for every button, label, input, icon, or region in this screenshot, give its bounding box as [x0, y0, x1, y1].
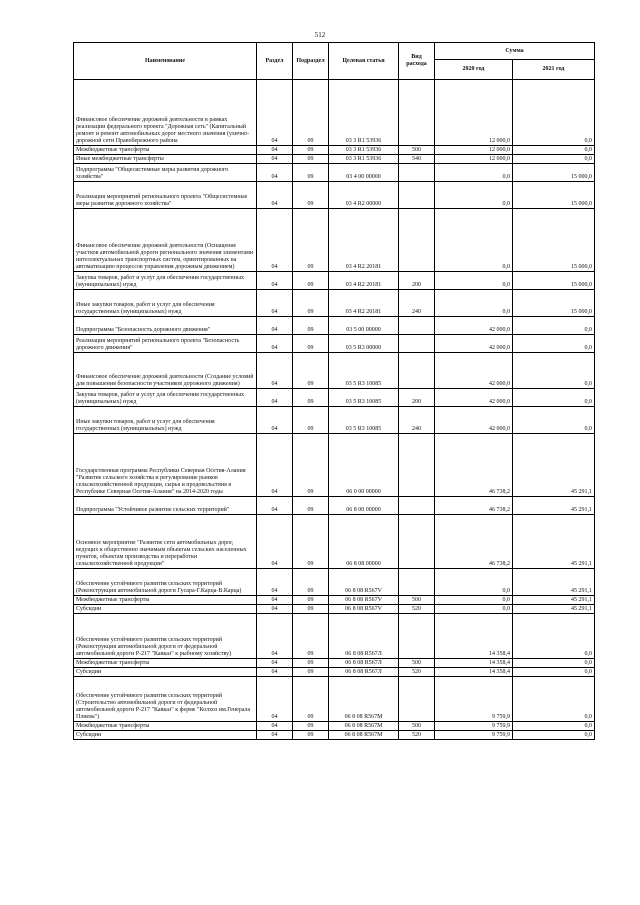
cell-section: 04 [257, 164, 293, 182]
cell-target-item: 03 4 R2 20181 [329, 209, 399, 272]
cell-name: Иные межбюджетные трансферты [74, 155, 257, 164]
cell-2020: 0,0 [435, 290, 513, 317]
cell-name: Субсидии [74, 668, 257, 677]
table-row [74, 569, 595, 596]
cell-2021: 15 000,0 [513, 290, 595, 317]
cell-target-item: 03 4 R2 20181 [329, 272, 399, 290]
table-row [74, 596, 595, 605]
header-subsection: Подраздел [293, 43, 329, 80]
cell-2021: 15 000,0 [513, 209, 595, 272]
header-year-2021: 2021 год [513, 60, 595, 80]
cell-2021: 0,0 [513, 677, 595, 722]
cell-subsection: 09 [293, 389, 329, 407]
cell-subsection: 09 [293, 497, 329, 515]
cell-2020: 46 738,2 [435, 434, 513, 497]
cell-2020: 46 738,2 [435, 515, 513, 569]
cell-name: Межбюджетные трансферты [74, 722, 257, 731]
cell-2021: 45 291,1 [513, 569, 595, 596]
cell-subsection: 09 [293, 272, 329, 290]
cell-2020: 14 358,4 [435, 614, 513, 659]
table-row [74, 677, 595, 722]
cell-subsection: 09 [293, 596, 329, 605]
cell-name: Государственная программа Республики Северная Осетия-Алания "Развитие сельского хозяйства и регулирование рынков сельскохозяйственной продукции, сырья и продовольствия в Республике Северная Осетия-Алания" на 2014-2020 годы [74, 434, 257, 497]
cell-name: Обеспечение устойчивого развития сельских территорий (Строительство автомобильной дороги от федеральной автомобильной дороги Р-217 "Кавказ" к ферме "Колхоз им.Генерала Плиева") [74, 677, 257, 722]
table-row [74, 155, 595, 164]
cell-2021: 0,0 [513, 614, 595, 659]
cell-2021: 0,0 [513, 317, 595, 335]
cell-name: Обеспечение устойчивого развития сельских территорий (Реконструкция автомобильной дороги от федеральной автомобильной дороги Р-217 "Кавказ" к рыбному хозяйству) [74, 614, 257, 659]
cell-section: 04 [257, 677, 293, 722]
cell-section: 04 [257, 659, 293, 668]
cell-2020: 0,0 [435, 209, 513, 272]
cell-2021: 0,0 [513, 155, 595, 164]
cell-target-item: 06 8 08 R567M [329, 722, 399, 731]
cell-section: 04 [257, 80, 293, 146]
cell-name: Подпрограмма "Безопасность дорожного движения" [74, 317, 257, 335]
table-row [74, 290, 595, 317]
cell-subsection: 09 [293, 80, 329, 146]
cell-target-item: 03 5 R3 00000 [329, 335, 399, 353]
cell-expense-type [399, 353, 435, 389]
cell-target-item: 03 4 R2 00000 [329, 182, 399, 209]
cell-name: Основное мероприятие "Развитие сети автомобильных дорог, ведущих к общественно значимым объектам сельских населенных пунктов, объектам производства и переработки сельскохозяйственной продукции" [74, 515, 257, 569]
cell-name: Подпрограмма "Устойчивое развитие сельских территорий" [74, 497, 257, 515]
cell-2020: 0,0 [435, 569, 513, 596]
cell-2020: 0,0 [435, 596, 513, 605]
cell-subsection: 09 [293, 434, 329, 497]
cell-target-item: 03 4 R2 20181 [329, 290, 399, 317]
table-row [74, 668, 595, 677]
cell-section: 04 [257, 605, 293, 614]
cell-expense-type [399, 569, 435, 596]
cell-expense-type: 240 [399, 407, 435, 434]
cell-2020: 0,0 [435, 605, 513, 614]
cell-target-item: 06 8 08 R567M [329, 731, 399, 740]
table-row [74, 614, 595, 659]
cell-name: Межбюджетные трансферты [74, 596, 257, 605]
cell-2021: 45 291,1 [513, 596, 595, 605]
cell-section: 04 [257, 353, 293, 389]
cell-target-item: 06 0 00 00000 [329, 434, 399, 497]
cell-target-item: 03 3 R1 53936 [329, 155, 399, 164]
cell-section: 04 [257, 515, 293, 569]
cell-2021: 0,0 [513, 335, 595, 353]
cell-2021: 0,0 [513, 146, 595, 155]
cell-target-item: 03 5 00 00000 [329, 317, 399, 335]
cell-2021: 0,0 [513, 353, 595, 389]
cell-2020: 42 000,0 [435, 335, 513, 353]
table-row [74, 722, 595, 731]
cell-subsection: 09 [293, 515, 329, 569]
cell-2021: 15 000,0 [513, 182, 595, 209]
cell-name: Межбюджетные трансферты [74, 146, 257, 155]
cell-expense-type: 500 [399, 596, 435, 605]
cell-subsection: 09 [293, 353, 329, 389]
cell-section: 04 [257, 569, 293, 596]
cell-expense-type [399, 335, 435, 353]
cell-target-item: 03 3 R1 53936 [329, 80, 399, 146]
table-row [74, 272, 595, 290]
table-row [74, 209, 595, 272]
cell-section: 04 [257, 407, 293, 434]
cell-expense-type: 520 [399, 605, 435, 614]
cell-2020: 9 759,9 [435, 722, 513, 731]
cell-2020: 42 000,0 [435, 317, 513, 335]
cell-expense-type [399, 497, 435, 515]
table-row [74, 407, 595, 434]
cell-expense-type [399, 182, 435, 209]
cell-subsection: 09 [293, 569, 329, 596]
cell-2020: 12 000,0 [435, 155, 513, 164]
cell-subsection: 09 [293, 335, 329, 353]
table-row [74, 80, 595, 146]
cell-name: Реализация мероприятий регионального проекта "Общесистемные меры развития дорожного хозяйства" [74, 182, 257, 209]
cell-name: Субсидии [74, 731, 257, 740]
table-row [74, 434, 595, 497]
cell-2021: 15 000,0 [513, 164, 595, 182]
cell-name: Иные закупки товаров, работ и услуг для обеспечения государственных (муниципальных) нужд [74, 407, 257, 434]
cell-subsection: 09 [293, 605, 329, 614]
table-row [74, 497, 595, 515]
cell-2020: 14 358,4 [435, 668, 513, 677]
cell-2021: 0,0 [513, 668, 595, 677]
header-target-item: Целевая статья [329, 43, 399, 80]
cell-2020: 0,0 [435, 182, 513, 209]
cell-subsection: 09 [293, 182, 329, 209]
cell-expense-type: 240 [399, 290, 435, 317]
cell-2021: 0,0 [513, 407, 595, 434]
cell-name: Реализация мероприятий регионального проекта "Безопасность дорожного движения" [74, 335, 257, 353]
cell-section: 04 [257, 335, 293, 353]
cell-expense-type: 520 [399, 668, 435, 677]
cell-target-item: 06 8 08 R567Л [329, 668, 399, 677]
header-name: Наименование [74, 43, 257, 80]
table-row [74, 146, 595, 155]
cell-2021: 15 000,0 [513, 272, 595, 290]
cell-expense-type [399, 515, 435, 569]
cell-section: 04 [257, 614, 293, 659]
cell-section: 04 [257, 209, 293, 272]
table-row [74, 335, 595, 353]
cell-subsection: 09 [293, 209, 329, 272]
cell-expense-type [399, 317, 435, 335]
cell-2021: 45 291,1 [513, 497, 595, 515]
cell-2020: 46 738,2 [435, 497, 513, 515]
cell-subsection: 09 [293, 668, 329, 677]
cell-2021: 0,0 [513, 389, 595, 407]
cell-expense-type: 540 [399, 155, 435, 164]
cell-target-item: 03 3 R1 53936 [329, 146, 399, 155]
cell-2020: 9 759,9 [435, 731, 513, 740]
page-number: 512 [314, 31, 326, 39]
cell-expense-type: 200 [399, 272, 435, 290]
cell-target-item: 06 8 08 R567Л [329, 659, 399, 668]
cell-expense-type: 200 [399, 389, 435, 407]
cell-target-item: 06 8 08 R567V [329, 569, 399, 596]
cell-name: Закупка товаров, работ и услуг для обеспечения государственных (муниципальных) нужд [74, 272, 257, 290]
cell-name: Иные закупки товаров, работ и услуг для обеспечения государственных (муниципальных) нужд [74, 290, 257, 317]
cell-2020: 12 000,0 [435, 146, 513, 155]
cell-subsection: 09 [293, 290, 329, 317]
cell-section: 04 [257, 434, 293, 497]
cell-name: Подпрограмма "Общесистемные меры развития дорожного хозяйства" [74, 164, 257, 182]
cell-name: Субсидии [74, 605, 257, 614]
cell-2021: 0,0 [513, 659, 595, 668]
cell-target-item: 06 8 08 R567V [329, 605, 399, 614]
cell-subsection: 09 [293, 722, 329, 731]
table-row [74, 182, 595, 209]
table-row [74, 659, 595, 668]
cell-2021: 0,0 [513, 722, 595, 731]
cell-subsection: 09 [293, 146, 329, 155]
cell-name: Финансовое обеспечение дорожной деятельности (Оснащение участков автомобильной дороги регионального значения элементами интеллектуальных транспортных систем, ориентированных на автоматизацию процессов управления дорожным движением) [74, 209, 257, 272]
cell-2021: 45 291,1 [513, 434, 595, 497]
cell-target-item: 06 8 08 R567M [329, 677, 399, 722]
header-sum: Сумма [435, 43, 595, 60]
cell-target-item: 03 4 00 00000 [329, 164, 399, 182]
cell-expense-type [399, 80, 435, 146]
cell-2021: 45 291,1 [513, 515, 595, 569]
cell-section: 04 [257, 497, 293, 515]
cell-name: Финансовое обеспечение дорожной деятельности в рамках реализации федерального проекта "Дорожная сеть" (Капитальный ремонт и ремонт автомобильных дорог местного значения (улично-дорожной сети Правобережного района [74, 80, 257, 146]
cell-subsection: 09 [293, 164, 329, 182]
cell-name: Финансовое обеспечение дорожной деятельности (Создание условий для повышения безопасности участников дорожного движения) [74, 353, 257, 389]
cell-subsection: 09 [293, 614, 329, 659]
cell-name: Закупка товаров, работ и услуг для обеспечения государственных (муниципальных) нужд [74, 389, 257, 407]
table-row [74, 515, 595, 569]
cell-2020: 0,0 [435, 272, 513, 290]
cell-subsection: 09 [293, 407, 329, 434]
header-expense-type: Вид расхода [399, 43, 435, 80]
cell-2020: 12 000,0 [435, 80, 513, 146]
cell-section: 04 [257, 155, 293, 164]
cell-expense-type: 500 [399, 722, 435, 731]
cell-section: 04 [257, 389, 293, 407]
cell-section: 04 [257, 722, 293, 731]
table-row [74, 605, 595, 614]
cell-subsection: 09 [293, 677, 329, 722]
table-row [74, 317, 595, 335]
header-section: Раздел [257, 43, 293, 80]
cell-name: Обеспечение устойчивого развития сельских территорий (Реконструкция автомобильной дороги Гусара-Г.Карца-В.Карца) [74, 569, 257, 596]
cell-2021: 45 291,1 [513, 605, 595, 614]
cell-subsection: 09 [293, 317, 329, 335]
cell-expense-type [399, 164, 435, 182]
cell-section: 04 [257, 668, 293, 677]
cell-2020: 42 000,0 [435, 407, 513, 434]
cell-2021: 0,0 [513, 80, 595, 146]
cell-target-item: 03 5 R3 10085 [329, 407, 399, 434]
table-row [74, 164, 595, 182]
cell-expense-type [399, 434, 435, 497]
cell-expense-type [399, 614, 435, 659]
cell-section: 04 [257, 731, 293, 740]
cell-target-item: 06 8 08 R567Л [329, 614, 399, 659]
cell-2020: 42 000,0 [435, 353, 513, 389]
cell-2020: 42 000,0 [435, 389, 513, 407]
cell-2020: 14 358,4 [435, 659, 513, 668]
cell-2020: 0,0 [435, 164, 513, 182]
cell-section: 04 [257, 272, 293, 290]
cell-subsection: 09 [293, 155, 329, 164]
cell-expense-type [399, 209, 435, 272]
cell-section: 04 [257, 290, 293, 317]
table-body [74, 80, 595, 740]
table-row [74, 353, 595, 389]
cell-section: 04 [257, 317, 293, 335]
cell-expense-type [399, 677, 435, 722]
cell-target-item: 06 8 08 00000 [329, 515, 399, 569]
header-year-2020: 2020 год [435, 60, 513, 80]
table-row [74, 389, 595, 407]
cell-subsection: 09 [293, 731, 329, 740]
table-row [74, 731, 595, 740]
cell-section: 04 [257, 182, 293, 209]
budget-table [73, 42, 595, 740]
cell-target-item: 03 5 R3 10085 [329, 353, 399, 389]
cell-2020: 9 759,9 [435, 677, 513, 722]
cell-name: Межбюджетные трансферты [74, 659, 257, 668]
cell-2021: 0,0 [513, 731, 595, 740]
cell-section: 04 [257, 596, 293, 605]
cell-subsection: 09 [293, 659, 329, 668]
cell-expense-type: 500 [399, 146, 435, 155]
cell-target-item: 06 8 08 R567V [329, 596, 399, 605]
cell-target-item: 03 5 R3 10085 [329, 389, 399, 407]
cell-target-item: 06 8 00 00000 [329, 497, 399, 515]
cell-expense-type: 500 [399, 659, 435, 668]
cell-expense-type: 520 [399, 731, 435, 740]
cell-section: 04 [257, 146, 293, 155]
